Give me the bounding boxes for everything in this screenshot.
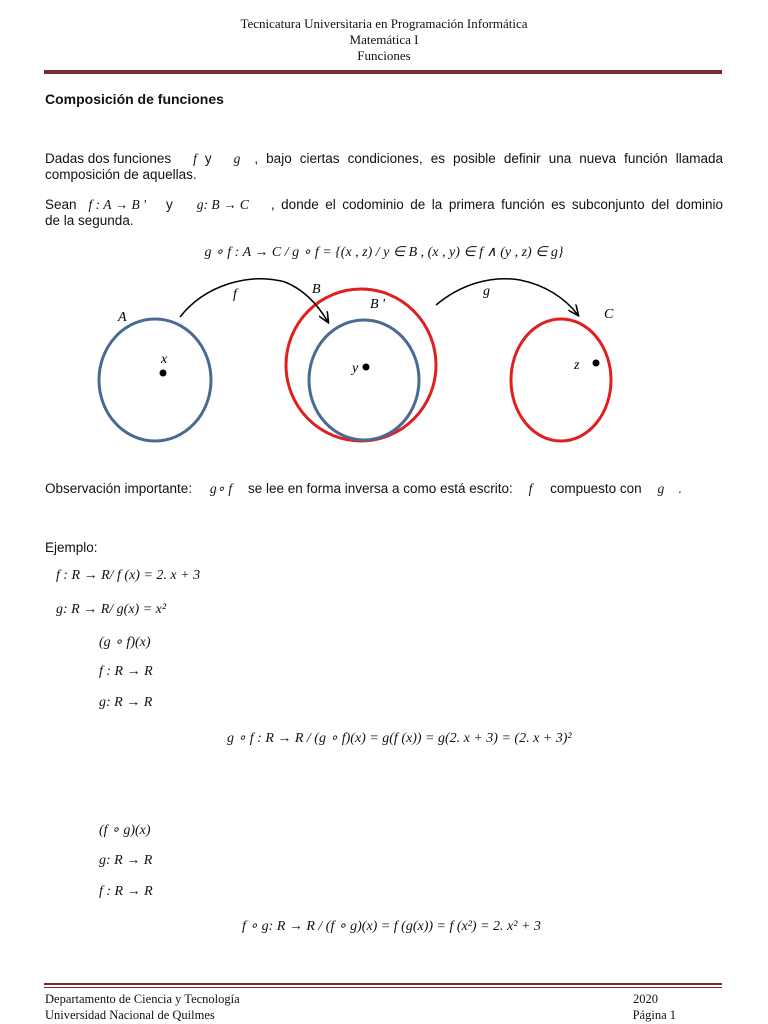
page-header	[0, 16, 768, 64]
example-label: Ejemplo:	[45, 540, 98, 555]
intro-y: y	[204, 151, 212, 166]
gf-step-1: f : R → R	[99, 664, 153, 679]
footer-department: Departamento de Ciencia y Tecnología	[45, 992, 240, 1006]
codomain-text: , donde el codominio de la primera función es subconjunto del dominio	[270, 197, 723, 212]
observation-label: Observación importante:	[45, 481, 193, 496]
footer-page-number: Página 1	[632, 1008, 676, 1022]
fg-step-1: g: R → R	[99, 853, 153, 868]
intro-text-c: composición de aquellas.	[45, 167, 197, 182]
set-b-circle	[286, 289, 436, 441]
footer-university: Universidad Nacional de Quilmes	[45, 1008, 215, 1022]
y-text: y	[166, 197, 173, 212]
header-program: Tecnicatura Universitaria en Programación Informática	[240, 16, 528, 31]
footer-year: 2020	[633, 992, 658, 1006]
fg-result: f ∘ g: R → R / (f ∘ g)(x) = f (g(x)) = f (x²) = 2. x² + 3	[242, 919, 541, 934]
header-topic: Funciones	[357, 48, 411, 63]
second-text: de la segunda.	[45, 213, 134, 228]
footer-rule	[44, 983, 722, 985]
arrow-f-label: f	[233, 287, 237, 302]
observation-f: f	[528, 481, 533, 496]
gf-step-2: g: R → R	[99, 695, 153, 710]
example-g-definition: g: R → R/ g(x) = x²	[56, 602, 167, 617]
point-z	[593, 360, 600, 367]
example-f-definition: f : R → R/ f (x) = 2. x + 3	[56, 568, 201, 583]
label-c: C	[604, 307, 614, 322]
fg-step-2: f : R → R	[99, 884, 153, 899]
observation-period: .	[677, 481, 682, 496]
label-y: y	[352, 361, 359, 376]
intro-paragraph-2	[45, 197, 723, 229]
footer-right	[633, 991, 676, 1023]
sean-text: Sean	[45, 197, 77, 212]
point-x	[160, 370, 167, 377]
arrow-g-label: g	[483, 284, 490, 299]
observation-compuesto: compuesto con	[550, 481, 642, 496]
label-a: A	[118, 310, 127, 325]
composition-diagram	[0, 270, 768, 460]
intro-text-a: Dadas dos funciones	[45, 151, 172, 166]
intro-text-b: , bajo ciertas condiciones, es posible definir una nueva función llamada	[254, 151, 723, 166]
header-course: Matemática I	[349, 32, 419, 47]
arrow-g	[436, 279, 578, 315]
footer-rule-thin	[44, 987, 722, 988]
header-rule	[44, 70, 722, 74]
f-mapping: f : A → B '	[88, 197, 147, 212]
intro-g: g	[233, 151, 241, 166]
section-title: Composición de funciones	[45, 91, 224, 107]
intro-f: f	[193, 151, 197, 166]
observation	[45, 480, 723, 498]
point-y	[363, 364, 370, 371]
gf-heading: (g ∘ f)(x)	[99, 635, 151, 650]
composition-definition: g ∘ f : A → C / g ∘ f = {(x , z) / y ∈ B , (x , y) ∈ f ∧ (y , z) ∈ g}	[204, 245, 564, 260]
gf-result: g ∘ f : R → R / (g ∘ f)(x) = g(f (x)) = g(2. x + 3) = (2. x + 3)²	[227, 731, 572, 746]
set-bprime-circle	[309, 320, 419, 440]
intro-paragraph-1	[45, 151, 723, 183]
g-mapping: g: B → C	[196, 197, 249, 212]
observation-text: se lee en forma inversa a como está escrito:	[247, 481, 513, 496]
label-z: z	[574, 358, 580, 373]
set-c-circle	[511, 319, 611, 441]
label-x: x	[161, 352, 168, 367]
observation-gf: g∘ f	[209, 481, 233, 496]
set-a-circle	[99, 319, 211, 441]
label-bprime: B '	[370, 297, 386, 312]
fg-heading: (f ∘ g)(x)	[99, 823, 151, 838]
label-b: B	[312, 282, 321, 297]
observation-g: g	[657, 481, 665, 496]
footer-left	[45, 991, 240, 1023]
